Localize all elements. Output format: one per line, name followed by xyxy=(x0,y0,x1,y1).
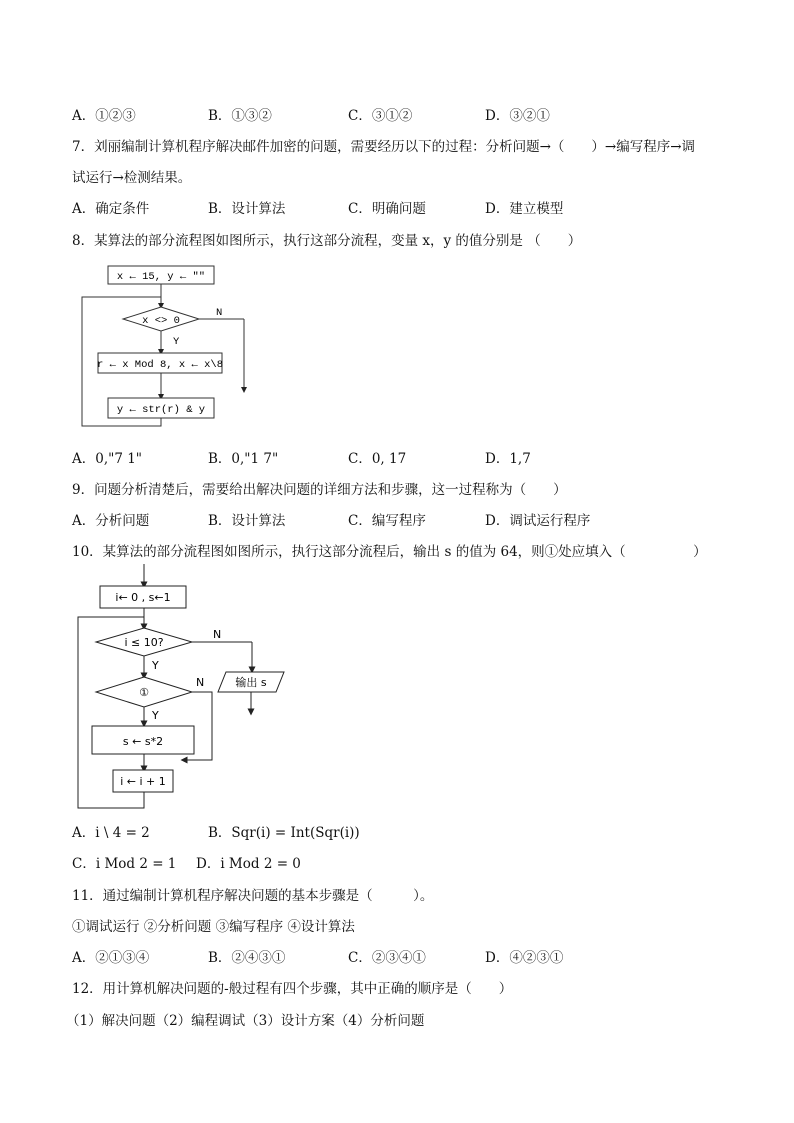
q8-init-text: x ← 15, y ← "" xyxy=(116,271,206,283)
q11-option-b: B．②④③① xyxy=(208,950,286,966)
q8-option-d: D．1,7 xyxy=(485,451,531,467)
q10-cond2-text: ① xyxy=(139,686,149,699)
q10-no2-label: N xyxy=(196,676,205,689)
q11-option-a: A．②①③④ xyxy=(72,950,150,966)
q10-output-text: 输出 s xyxy=(235,676,267,689)
q10-option-c: C．i Mod 2 = 1 xyxy=(72,856,177,872)
q11-steps: ①调试运行 ②分析问题 ③编写程序 ④设计算法 xyxy=(72,919,355,935)
q6-option-d: D．③②① xyxy=(485,108,550,124)
q10-option-b: B．Sqr(i) = Int(Sqr(i)) xyxy=(208,825,360,841)
q10-stem: 10．某算法的部分流程图如图所示，执行这部分流程后，输出 s 的值为 64，则①处应填入（ ） xyxy=(72,544,707,560)
q6-option-a: A．①②③ xyxy=(72,108,136,124)
q11-option-d: D．④②③① xyxy=(485,950,564,966)
q10-init-text: i← 0 , s←1 xyxy=(115,591,171,604)
q10-option-d: D．i Mod 2 = 0 xyxy=(196,856,301,872)
q11-option-c: C．②③④① xyxy=(348,950,426,966)
q8-step2-text: y ← str(r) & y xyxy=(116,404,206,416)
q9-option-d: D．调试运行程序 xyxy=(485,513,591,529)
q8-flowchart xyxy=(70,258,260,433)
q8-no-label: N xyxy=(216,307,223,319)
q6-option-c: C．③①② xyxy=(348,108,413,124)
q10-yes2-label: Y xyxy=(152,709,159,722)
q8-step1-text: r ← x Mod 8, x ← x\8 xyxy=(96,359,224,371)
q10-step2-text: i ← i + 1 xyxy=(120,775,166,788)
q9-option-b: B．设计算法 xyxy=(208,513,286,529)
q7-option-c: C．明确问题 xyxy=(348,201,426,217)
q8-option-b: B．0,"1 7" xyxy=(208,451,279,467)
q8-cond-text: x <> 0 xyxy=(142,315,180,327)
q7-stem-line1: 7．刘丽编制计算机程序解决邮件加密的问题，需要经历以下的过程：分析问题→（ ）→编写程序→调 xyxy=(72,139,696,155)
q11-stem: 11．通过编制计算机程序解决问题的基本步骤是（ ）。 xyxy=(72,888,434,904)
q12-steps: （1）解决问题（2）编程调试（3）设计方案（4）分析问题 xyxy=(66,1013,425,1029)
q9-stem: 9．问题分析清楚后，需要给出解决问题的详细方法和步骤，这一过程称为（ ） xyxy=(72,482,567,498)
q12-stem: 12．用计算机解决问题的-般过程有四个步骤，其中正确的顺序是（ ） xyxy=(72,981,513,997)
q10-flowchart xyxy=(70,560,300,812)
q10-yes1-label: Y xyxy=(152,659,159,672)
q7-option-d: D．建立模型 xyxy=(485,201,564,217)
q7-option-a: A．确定条件 xyxy=(72,201,150,217)
q8-option-a: A．0,"7 1" xyxy=(72,451,143,467)
q10-cond1-text: i ≤ 10? xyxy=(124,636,164,649)
q7-stem-line2: 试运行→检测结果。 xyxy=(72,170,192,186)
q6-option-b: B．①③② xyxy=(208,108,272,124)
q10-step1-text: s ← s*2 xyxy=(122,735,164,748)
q9-option-c: C．编写程序 xyxy=(348,513,426,529)
q9-option-a: A．分析问题 xyxy=(72,513,150,529)
q7-option-b: B．设计算法 xyxy=(208,201,286,217)
q8-yes-label: Y xyxy=(173,336,180,348)
q10-option-a: A．i \ 4 = 2 xyxy=(72,825,150,841)
q10-no1-label: N xyxy=(213,628,222,641)
q8-option-c: C．0, 17 xyxy=(348,451,407,467)
q8-stem: 8．某算法的部分流程图如图所示，执行这部分流程，变量 x，y 的值分别是 （ ） xyxy=(72,233,582,249)
